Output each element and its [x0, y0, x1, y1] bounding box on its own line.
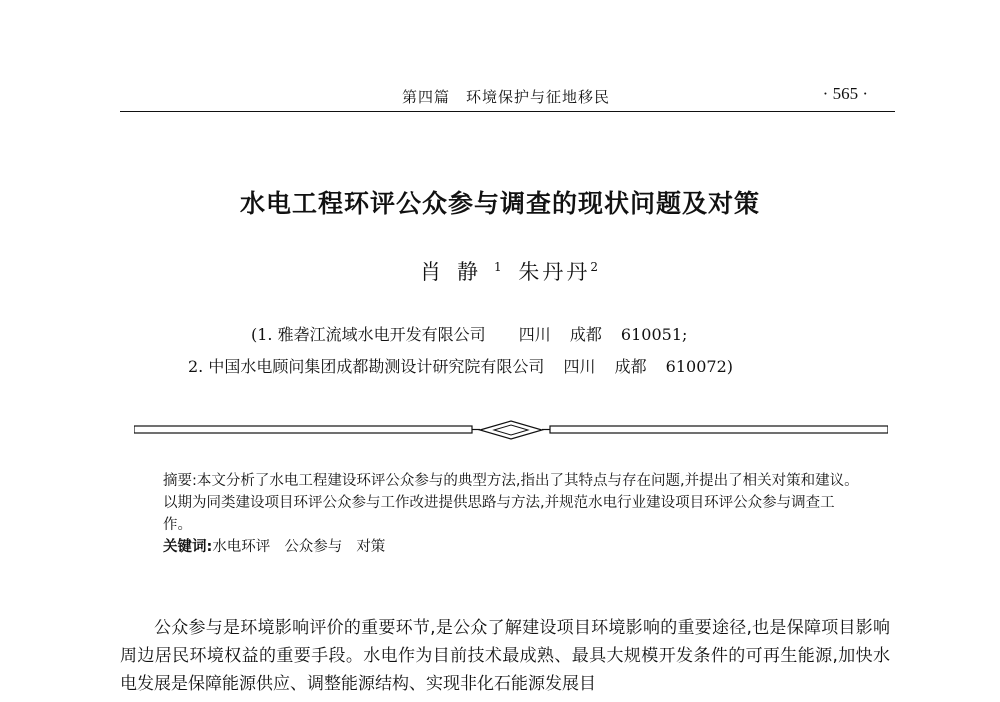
keyword: 对策 — [356, 539, 386, 555]
author-affiliation-mark: 1 — [494, 260, 502, 274]
author-name: 肖静 — [420, 260, 494, 284]
body-paragraph: 公众参与是环境影响评价的重要环节,是公众了解建设项目环境影响的重要途径,也是保障项目影响周边居民环境权益的重要手段。水电作为目前技术最成熟、最具大规模开发条件的可再生能源,加快水电发展是保障能源供应、调整能源结构、实现非化石能源发展目 — [120, 618, 890, 694]
author-list — [420, 256, 598, 286]
affiliation-org: (1. 雅砻江流域水电开发有限公司 — [251, 325, 486, 344]
body-text — [120, 614, 890, 698]
affiliation-postcode: 610051; — [620, 325, 688, 344]
affiliation-postcode: 610072) — [665, 357, 733, 376]
header-rule — [120, 111, 895, 112]
section-divider-ornament — [134, 420, 888, 440]
affiliation-province: 四川 — [563, 357, 596, 376]
section-number: 第四篇 — [402, 88, 451, 106]
abstract — [163, 470, 863, 558]
affiliation-org: 2. 中国水电顾问集团成都勘测设计研究院有限公司 — [188, 357, 545, 376]
author-name: 朱丹丹 — [518, 260, 591, 284]
paper-title: 水电工程环评公众参与调查的现状问题及对策 — [239, 189, 760, 218]
keyword: 水电环评 — [212, 539, 271, 555]
keyword: 公众参与 — [284, 539, 343, 555]
affiliation-line — [251, 322, 1000, 345]
affiliation-city: 成都 — [614, 357, 647, 376]
section-title: 环境保护与征地移民 — [466, 88, 611, 106]
abstract-text: 摘要:本文分析了水电工程建设环评公众参与的典型方法,指出了其特点与存在问题,并提出了相关对策和建议。以期为同类建设项目环评公众参与工作改进提供思路与方法,并规范水电行业建设项目环评公众参与调查工作。 — [163, 473, 859, 533]
affiliation-province: 四川 — [518, 325, 551, 344]
keywords-line — [163, 536, 863, 558]
page-number: · 565 · — [822, 84, 868, 103]
keywords-label: 关键词: — [163, 539, 213, 555]
affiliation-city: 成都 — [569, 325, 602, 344]
section-header — [402, 86, 610, 107]
affiliation-line — [188, 354, 1000, 377]
running-head — [120, 86, 880, 110]
author-affiliation-mark: 2 — [590, 260, 598, 274]
